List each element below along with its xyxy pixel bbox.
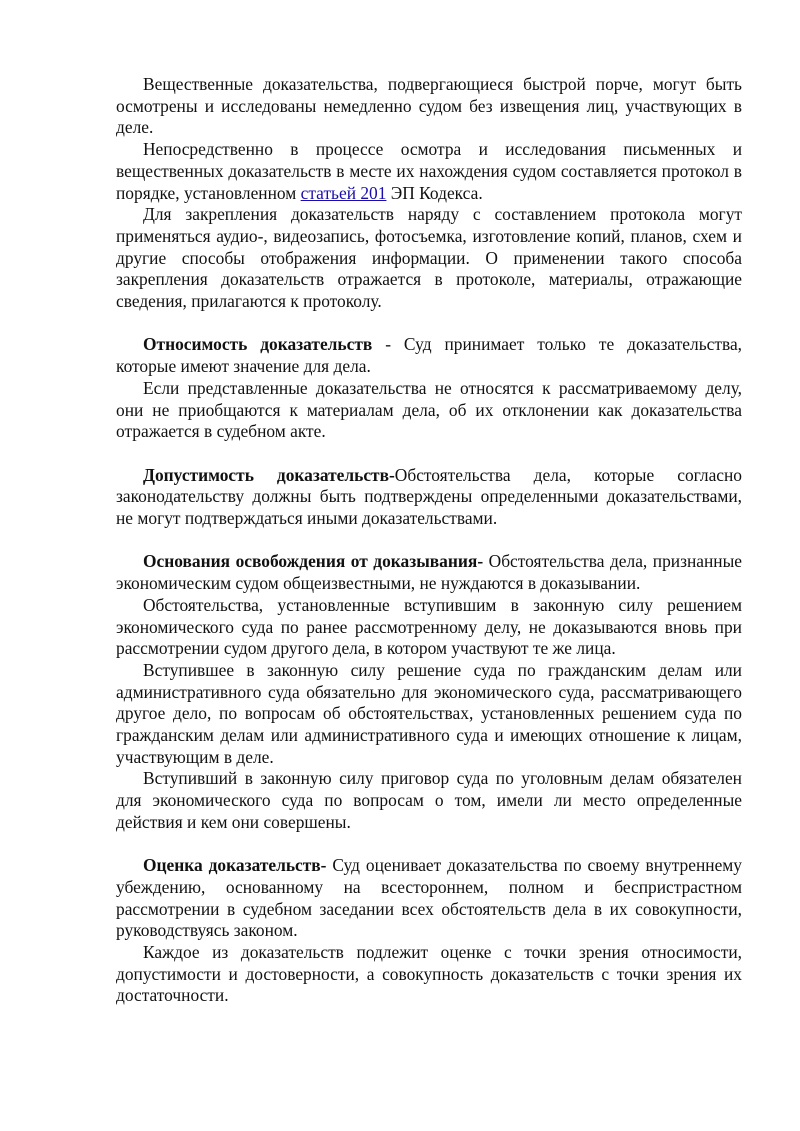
- evaluation-text: Суд оценивает доказательства по своему внутреннему убеждению, основанному на всестороннем, полном и беспристрастном рассмотрении в судебном заседании всех обстоятельств дела в их совокупности, руководствуясь законом.: [116, 855, 743, 941]
- section-heading-relevance: Относимость доказательств: [143, 334, 373, 355]
- relevance-text: - Суд принимает только те доказательства, которые имеют значение для дела.: [116, 334, 743, 377]
- protocol-text-start: Непосредственно в процессе осмотра и исследования письменных и вещественных доказательств в месте их нахождения судом составляется протокол в порядке, установленном: [116, 139, 742, 203]
- paragraph-relevance-rejection: Если представленные доказательства не относятся к рассматриваемому делу, они не приобщаются к материалам дела, об их отклонении как доказательства отражается в судебном акте.: [116, 377, 742, 442]
- section-relevance: [116, 334, 742, 377]
- article-201-link[interactable]: статьей 201: [300, 182, 387, 203]
- section-heading-exemption: Основания освобождения от доказывания-: [143, 551, 484, 572]
- protocol-text-end: ЭП Кодекса.: [386, 182, 483, 203]
- paragraph-civil-admin-decision: Вступившее в законную силу решение суда по гражданским делам или административного суда обязательно для экономического суда, рассматривающего другое дело, по вопросам об обстоятельствах, установленных решением суда по гражданским делам или административного суда и имеющих отношение к лицам, участвующим в деле.: [116, 659, 742, 767]
- paragraph-prior-economic-decision: Обстоятельства, установленные вступившим в законную силу решением экономического суда по ранее рассмотренному делу, не доказываются вновь при рассмотрении судом другого дела, в котором участвуют те же лица.: [116, 594, 742, 659]
- section-admissibility: [116, 465, 742, 530]
- paragraph-criminal-verdict: Вступивший в законную силу приговор суда по уголовным делам обязателен для экономического суда по вопросам о том, имели ли место определенные действия и кем они совершены.: [116, 768, 742, 832]
- paragraph-evaluation-criteria: Каждое из доказательств подлежит оценке с точки зрения относимости, допустимости и достоверности, а совокупность доказательств с точки зрения их достаточности.: [116, 942, 742, 1006]
- section-heading-admissibility: Допустимость доказательств-: [143, 464, 395, 485]
- section-heading-evaluation: Оценка доказательств-: [143, 855, 327, 876]
- admissibility-text: Обстоятельства дела, которые согласно законодательству должны быть подтверждены определенными доказательствами, не могут подтверждаться иными доказательствами.: [116, 464, 743, 529]
- document-page: [116, 74, 742, 1007]
- section-evaluation: [116, 855, 742, 942]
- paragraph-evidence-recording: Для закрепления доказательств наряду с составлением протокола могут применяться аудио-, видеозапись, фотосъемка, изготовление копий, планов, схем и другие способы отображения информации. О применении такого способа закрепления доказательств отражается в протоколе, материалы, отражающие сведения, прилагаются к протоколу.: [116, 204, 742, 312]
- paragraph-inspection-protocol: [116, 139, 742, 204]
- section-exemption: [116, 551, 742, 594]
- paragraph-perishable-evidence: Вещественные доказательства, подвергающиеся быстрой порче, могут быть осмотрены и исследованы немедленно судом без извещения лиц, участвующих в деле.: [116, 74, 742, 138]
- exemption-text: Обстоятельства дела, признанные экономическим судом общеизвестными, не нуждаются в доказывании.: [116, 551, 742, 594]
